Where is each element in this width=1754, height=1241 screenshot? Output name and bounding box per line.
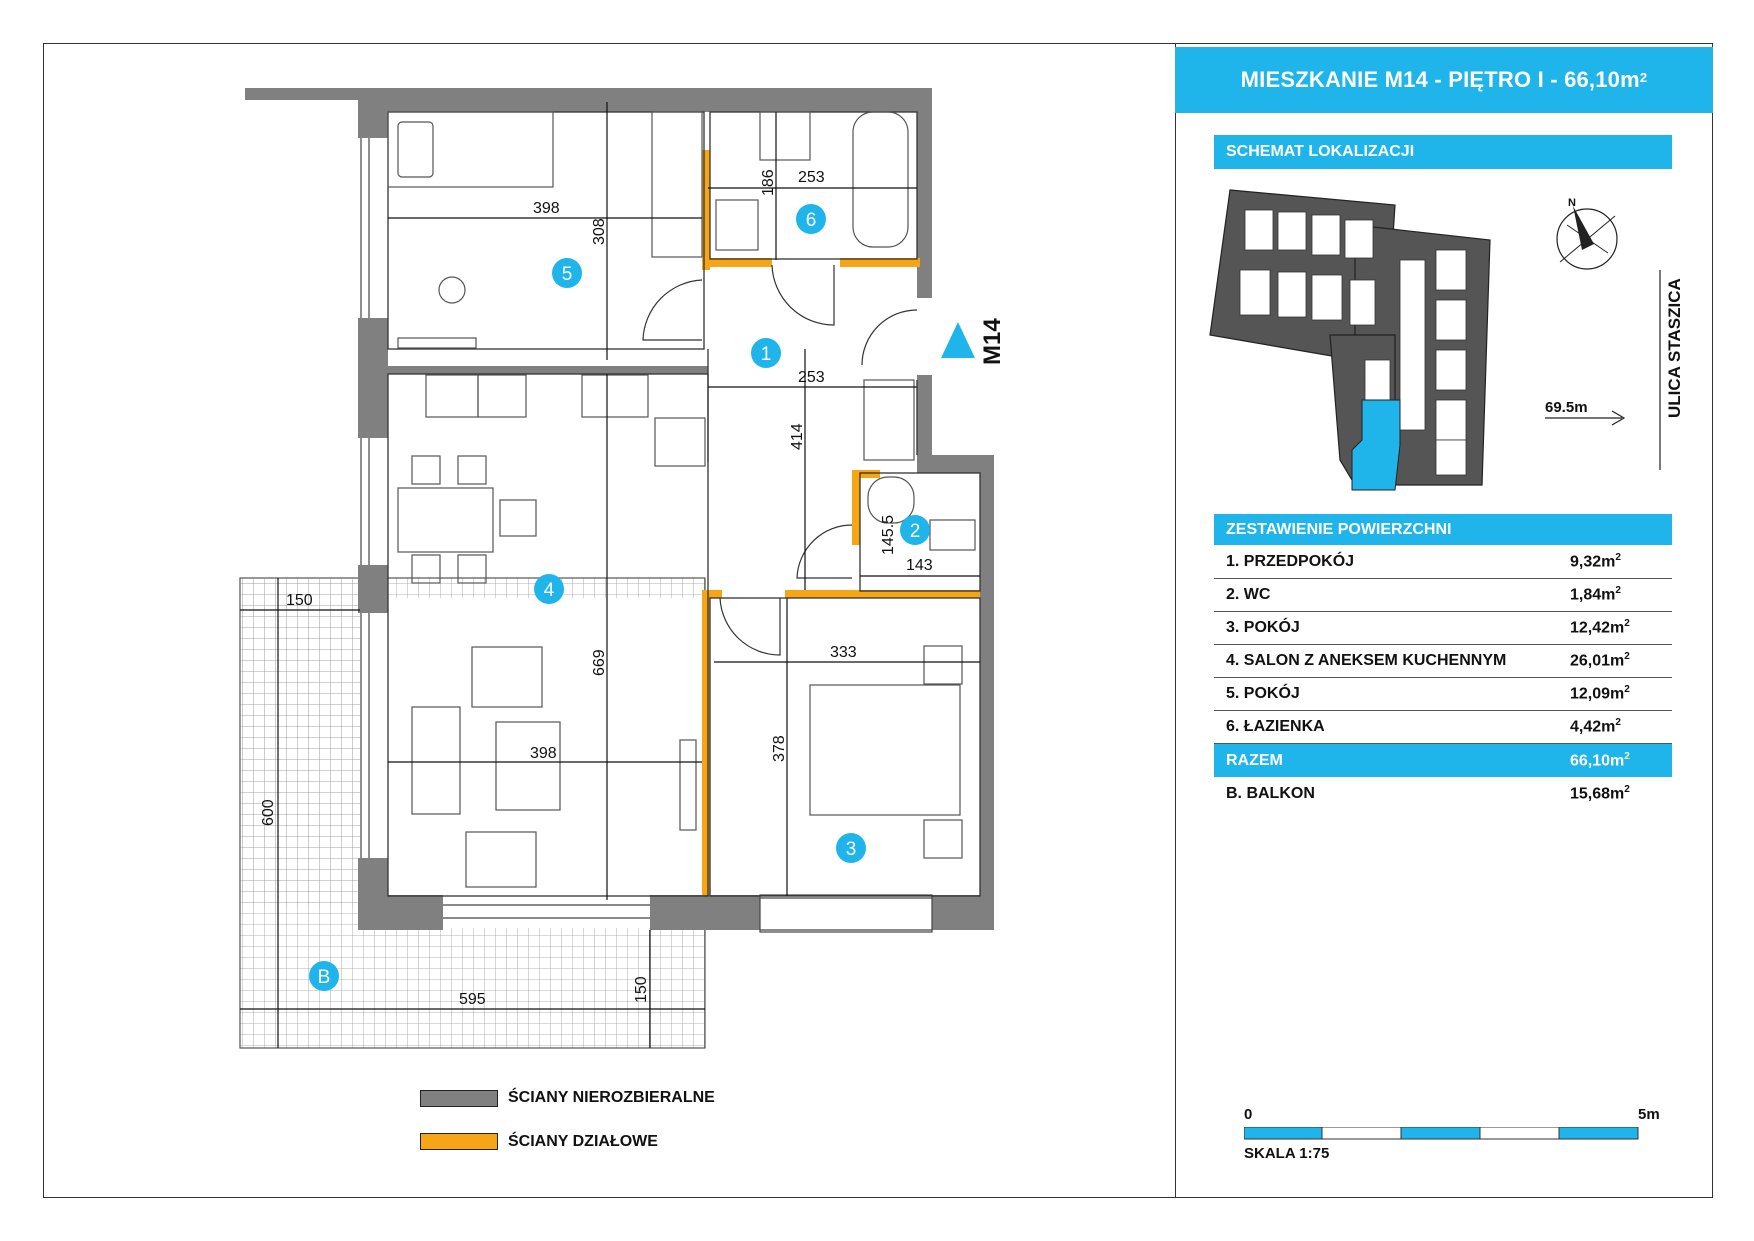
scale-label: SKALA 1:75	[1244, 1145, 1330, 1162]
closet	[864, 380, 914, 460]
dim-room3-width: 333	[830, 644, 857, 661]
area-unit-sup: 2	[1624, 684, 1630, 696]
area-name: 5. POKÓJ	[1226, 685, 1300, 702]
distance-label: 69.5m	[1545, 399, 1588, 416]
room-label-3: 3	[845, 839, 857, 860]
north-label: N	[1568, 197, 1576, 209]
legend-label-partition: ŚCIANY DZIAŁOWE	[508, 1133, 658, 1150]
room-label-1: 1	[760, 344, 772, 365]
street-label: ULICA STASZICA	[1665, 278, 1684, 418]
area-name: 3. POKÓJ	[1226, 619, 1300, 636]
room-label-2: 2	[909, 521, 921, 542]
wardrobe-room5	[652, 112, 702, 257]
area-value-text: 4,42m	[1570, 718, 1616, 736]
room-marker-1	[751, 338, 781, 368]
area-balcony-value-text: 15,68m	[1570, 785, 1625, 803]
area-unit-sup: 2	[1615, 717, 1621, 729]
legend-label-structural: ŚCIANY NIEROZBIERALNE	[508, 1089, 715, 1106]
dim-wc-depth: 145.5	[880, 514, 897, 555]
area-value-text: 26,01m	[1570, 652, 1625, 670]
entrance-label: M14	[979, 318, 1006, 365]
area-name: 2. WC	[1226, 586, 1271, 603]
apartment-title-sup: 2	[1639, 69, 1648, 85]
area-value-text: 9,32m	[1570, 553, 1616, 571]
fridge	[655, 418, 705, 466]
entrance-marker	[941, 318, 1006, 365]
washer	[716, 200, 758, 250]
dim-balcony-depth: 150	[633, 976, 650, 1003]
dim-room5-width: 398	[533, 200, 560, 217]
dim-balcony-width: 595	[459, 991, 486, 1008]
area-unit-sup: 2	[1624, 783, 1630, 795]
kitchen-sink	[582, 375, 648, 417]
area-unit-sup: 2	[1624, 618, 1630, 630]
area-total-name: RAZEM	[1226, 751, 1283, 769]
scale-start: 0	[1244, 1106, 1253, 1123]
area-total-value-text: 66,10m	[1570, 752, 1625, 770]
location-schematic	[1210, 190, 1684, 490]
bed-room3	[810, 685, 960, 815]
dim-living-width: 398	[530, 745, 557, 762]
room-marker-balcony	[309, 961, 339, 991]
dim-wc-width: 143	[906, 557, 933, 574]
bed-room5	[388, 112, 553, 187]
dim-bath-width: 253	[798, 169, 825, 186]
room-label-b: B	[317, 967, 331, 988]
area-unit-sup: 2	[1615, 585, 1621, 597]
desk-room5	[398, 338, 476, 348]
dim-room3-depth: 378	[771, 735, 788, 762]
room-marker-2	[900, 515, 930, 545]
dim-living-depth: 669	[591, 649, 608, 676]
room-marker-6	[796, 204, 826, 234]
cooktop	[426, 375, 478, 417]
sink-bathroom	[760, 112, 810, 160]
area-unit-sup: 2	[1624, 750, 1630, 762]
dim-balcony-side: 150	[286, 592, 313, 609]
location-section-title: SCHEMAT LOKALIZACJI	[1226, 143, 1415, 160]
apartment-title-text: MIESZKANIE M14 - PIĘTRO I - 66,10m	[1240, 67, 1640, 92]
room-marker-4	[534, 574, 564, 604]
bathtub	[853, 112, 908, 247]
room-marker-3	[836, 833, 866, 863]
dim-balcony-length: 600	[260, 799, 277, 826]
area-name: 1. PRZEDPOKÓJ	[1226, 553, 1355, 570]
dim-bath-depth: 186	[760, 169, 777, 196]
compass-icon	[1557, 197, 1617, 269]
dim-hall-width: 253	[798, 369, 825, 386]
area-value-text: 12,09m	[1570, 685, 1625, 703]
area-value-text: 12,42m	[1570, 619, 1625, 637]
area-unit-sup: 2	[1615, 552, 1621, 564]
area-balcony-name: B. BALKON	[1226, 784, 1315, 802]
room-label-5: 5	[561, 264, 573, 285]
dim-room5-depth: 308	[591, 218, 608, 245]
area-name: 6. ŁAZIENKA	[1226, 718, 1325, 735]
area-value-text: 1,84m	[1570, 586, 1616, 604]
chair-room5	[439, 277, 465, 303]
toilet	[930, 520, 975, 550]
room-label-4: 4	[543, 580, 555, 601]
area-name: 4. SALON Z ANEKSEM KUCHENNYM	[1226, 652, 1507, 669]
scale-end: 5m	[1638, 1106, 1660, 1123]
room-label-6: 6	[805, 210, 817, 231]
dim-hall-depth: 414	[789, 423, 806, 450]
area-unit-sup: 2	[1624, 651, 1630, 663]
dining-table	[398, 488, 493, 552]
partition-walls	[702, 150, 980, 895]
room-marker-5	[552, 258, 582, 288]
areas-section-title: ZESTAWIENIE POWIERZCHNI	[1226, 520, 1452, 538]
